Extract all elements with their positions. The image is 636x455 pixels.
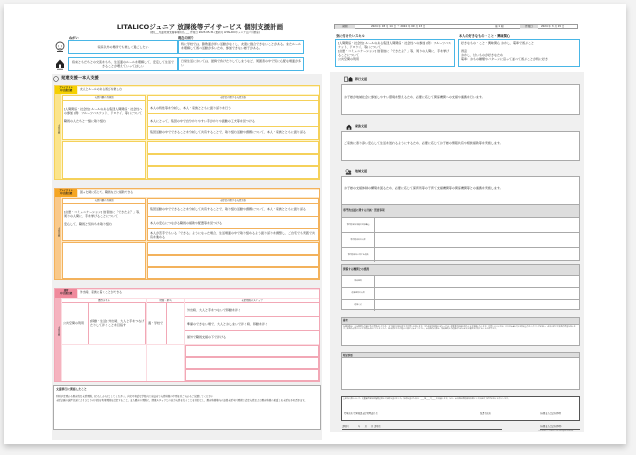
meta-bar <box>334 24 578 29</box>
school-icon <box>344 76 353 82</box>
coordination-row <box>342 288 579 300</box>
policy-row-empty <box>147 242 319 255</box>
steps-header: 支援期間のステップ <box>185 299 319 303</box>
section-title: 地域支援 <box>355 169 368 173</box>
skill-name: 公共空間の利用 <box>63 321 85 325</box>
specialist-row <box>342 218 579 233</box>
goal-text: 外出時、家族に着くことができる <box>78 290 319 298</box>
guardian-label: 児童氏名 児童発達支援管理責任者 <box>344 412 378 415</box>
coordination-title: 関係する機関との連携 <box>342 265 579 276</box>
policy-row-empty <box>147 154 319 166</box>
section-box: お子様の支援体制の構築を図るため、必要に応じて保育所等の子育て支援機関等の関係機関等との連携を実施します。 <box>341 176 580 206</box>
goal-side-label: 支援目標 <box>57 124 61 134</box>
goal-col2 <box>147 95 319 140</box>
notes-title: 備考 <box>342 318 579 325</box>
skill-header: 獲得スキル <box>62 299 146 303</box>
row-value <box>375 276 579 287</box>
row-label: 専門的支援の内容 <box>342 233 375 247</box>
sign-label-2: (自署または記名押印) <box>540 425 580 430</box>
family-wish-box: 将来ともだちとの交流をもち、生活面のルールを理解して、安定して生活できることが増えていってほしい <box>68 57 178 71</box>
transition-text: 利用予定期から教育的な支援期間、(わたしから)としてください。自宅や身近な学校内で家庭内で支援時間の中期を日ごろからご協議してください 支援計画の進捗状況によりひとりの目的を利用期間を設定すること。また療育の期間に、関連スタッフとの協力支援を行うことを目的とし、療育時間帯内の訪問支援当日期間で設定支援および療育時間の見直しを支援を予め頂きます。 <box>56 395 307 402</box>
copyright: COPYRIGHT © LITALICO Inc. All rights reserved. <box>538 431 574 432</box>
goal-side-label: 支援目標 <box>57 326 61 336</box>
interests-title: 本人の好きなもの・こと・興味関心 <box>459 34 510 38</box>
coordination-table <box>341 264 580 310</box>
step-row-empty <box>185 357 319 369</box>
special-notes-title: 特記事項 <box>342 353 579 358</box>
col1-header: 支援目標の具体的 <box>63 96 145 101</box>
created-value: 2024 年 3 月 15 日 <box>541 25 565 28</box>
step-row: 準備のできない場で、大人とおしまいで歩く時、移動を歩く <box>185 317 319 331</box>
divider <box>166 303 167 344</box>
current-label: 現在の困り <box>178 36 194 40</box>
step-row: 外出時、大人と手をつないで移動を歩く <box>185 303 319 317</box>
col1-text: [言語・コミュニケーション] 他者他に「できたよ？」等、周りの人間に、手を挙げることについて 安心して、職員と気持ちを取り組む <box>64 210 143 227</box>
goal-col1-empty <box>62 242 146 279</box>
period-label: 期間 <box>335 25 355 29</box>
policy-row-empty <box>147 267 319 279</box>
row-value <box>375 288 579 299</box>
goal-col2 <box>147 198 319 241</box>
row-label: 連携機関の内容 <box>342 288 375 299</box>
specialist-row <box>342 248 579 262</box>
specialist-row <box>342 233 579 248</box>
child-face-icon <box>52 75 59 82</box>
house-icon <box>345 123 352 130</box>
period-cell-empty <box>147 345 184 381</box>
period-value: 2024 年 03 月 14 日 ～ 2024 年 09 月 13 日 <box>371 25 426 28</box>
skills-box: [人間関係・社会性] ルールのある集団人間関係・社会性への参加 (例：フルーツバスケット、ドロケイ、等) について [言語・コミュニケーション] 他者他に「できたよ？」等、周りの人間に、手を挙げることについて 公共空間の利用 <box>335 39 455 67</box>
child-wish-box: 家庭以外の場所でも楽しく過ごしたい <box>68 40 178 54</box>
interests-box: 好きなもの・こと・興味関心 おかし、電車で遊ぶこと 得意 おかし、甘いものが好きなため 電車：おもの種類やパターンに沿って並べて遊ぶことが特に好き <box>458 39 580 67</box>
page-label: 第 1 期 <box>495 25 504 28</box>
child-face-icon <box>54 40 66 54</box>
period-value: 週・学校で <box>148 321 164 325</box>
transition-title: 支援移行に関連したこと <box>56 387 87 391</box>
policy-row-empty <box>147 166 319 179</box>
policy-row-empty <box>147 141 319 154</box>
goal-panel-3 <box>54 288 320 382</box>
child-current-box: 特に学校では、勝敗面が伴い活動がなくし、友達に割合できないことがある。またルールを理解して遊べ活動が多いため、参加できない様子がある。 <box>178 40 304 54</box>
goal-col1 <box>62 198 146 241</box>
wish-label: ねがい <box>69 36 79 40</box>
goal-tag: 通所 /中長期目標 <box>55 289 77 298</box>
special-notes-box <box>341 352 580 390</box>
section-box: ご家族に寄り添い安心して生活を送れるようにするため、必要に応じてお子様の情報共有や相談援助等を実施します。 <box>341 131 580 161</box>
policy-row: 本人の特性等を分析し、本人・家族とともに振り返りを行う <box>148 101 318 114</box>
policy-row: 本人にとって、集団の中で自分かりやすい手がかりや振動の工夫等を見つける <box>148 114 318 127</box>
goal-text: 友人とルールのある遊びを楽しむ <box>78 87 319 94</box>
policy-row-empty <box>147 255 319 267</box>
consent-text: 上記の内容について、児童発達支援管理責任者から説明を受けました。説明を受けた日付：____年____月____日 同意します。なお、本計画は個別支援計画として所定の手続きを行うものとします。 <box>343 398 510 400</box>
notes-box <box>341 317 580 346</box>
row-label: 専門的支援に関する連携 <box>342 248 375 262</box>
col1-header: 支援目標の具体的 <box>63 199 145 204</box>
goal-col1-empty <box>62 141 146 179</box>
skill-cell-empty <box>62 345 146 381</box>
skills-title: 身に付けたいスキル <box>336 34 365 38</box>
coordination-row <box>342 276 579 288</box>
sign-label: (自署または記名押印) <box>540 412 562 415</box>
community-icon <box>345 168 352 175</box>
document-title: LITALICOジュニア 放課後等デイサービス 個別支援計画 <box>116 23 284 31</box>
skill-cell <box>62 303 146 344</box>
development-title: 発達支援一本人支援 <box>61 75 99 80</box>
goal-panel-2 <box>54 188 320 280</box>
explanation-date: 説明日 年 月 日 説明者 <box>342 425 502 430</box>
created-label: 作成日 <box>520 25 538 29</box>
policy-row: 集団活動の中でできることを分析して共有することで、取り組む活動や課題について、本人・家族とともに振り返る <box>148 204 318 217</box>
goal-panel-1 <box>54 85 320 180</box>
policy-row: 本人の安心につながる職員の援助や配置等を見つける <box>148 217 318 229</box>
specialist-table <box>341 204 580 261</box>
goal-text: 困った時に応じて、職員などに援助できる <box>78 190 319 197</box>
section-title: 家族支援 <box>355 124 368 128</box>
step-row: 屋外で職員支援の下で歩ける <box>185 331 319 344</box>
section-box: お子様が地域社会に参加しやすい環境を整えるため、必要に応じて関係機関への支援や連携を行います。 <box>341 84 580 115</box>
goal-col1 <box>62 95 146 140</box>
goal-side <box>55 197 61 279</box>
document-subtitle: (様)___児童発達支援事業所名 ___ 作成日 2023.05.31 (更新月 LITALICOジュニア江戸川教室) <box>150 31 260 34</box>
row-label: 連携方法 <box>342 300 375 311</box>
col2-header: 支援者の関する支援方針 <box>148 199 318 204</box>
consent-box <box>341 396 580 421</box>
step-row-empty <box>185 345 319 357</box>
row-label: 専門的支援実施の対象職員 <box>342 218 375 232</box>
coordination-row <box>342 300 579 311</box>
transition-box <box>53 385 321 430</box>
goal-side-label: 支援目標 <box>57 227 61 237</box>
goal-tag: ブレイクトレ /中長期目標 <box>55 189 77 197</box>
manager-label: 保護者氏名 <box>480 412 491 415</box>
policy-row: 本人が苦手でもいる「できる」ようになった場合、生活場面の中で取り組めるよう振り返りを調整し、ご自宅でも実践で共有を進める <box>150 231 316 240</box>
goal-side <box>55 298 61 381</box>
policy-row: 集団活動の中でできることを分析して共有することで、取り組む活動や課題について、本人・家族とともに振り返る <box>150 130 306 135</box>
specialist-title: 専門的支援に関する計画・留意事項 <box>342 205 579 218</box>
col2-header: 支援者の関する支援方針 <box>148 96 318 101</box>
row-value <box>375 248 579 262</box>
family-current-box: 日常生活においては、最終で負けたりしてしまうなど、周囲者の中で気に心配な場面が多い <box>178 57 304 71</box>
section-title: 移行支援 <box>355 77 368 81</box>
row-value <box>375 300 579 311</box>
period-cell <box>147 303 184 344</box>
row-value <box>375 233 579 247</box>
goal-tag: ブレイクトレ /中長期目標 <box>55 86 77 94</box>
goal-side <box>55 94 61 179</box>
family-house-icon <box>54 57 66 71</box>
period-header: 期間・担当 <box>147 299 184 303</box>
step-row-empty <box>185 369 319 381</box>
skill-detail: [移動・生活] 外出時、大人と手をつなげたりして歩くことを目指す <box>90 319 145 327</box>
row-label: 関係機関 <box>342 276 375 287</box>
notes-text: 当該計画は、中長期的な目標に基づき作成しており、お子様の状況に応じて見直しを行います。また支援の開始に当たっては、保護者の同意を得たうえで実施いたします。見直しについては、おおむね6か月に1回以上のモニタリングを行い、必要に応じて計画の変更を行います。計画の内容について不明な点がございましたら、担当者までお気軽にお問い合わせください。本計画の内容は、関係機関との連携のために必要な範囲で共有することがあります。 <box>343 325 576 331</box>
divider <box>88 303 89 344</box>
col1-text: [人間関係・社会性] ルールのある集団人間関係・社会性への参加 (例：フルーツバスケット、ドロケイ、等) について 職員の人たちと一緒に取り組む <box>64 107 143 124</box>
row-value <box>375 218 579 232</box>
